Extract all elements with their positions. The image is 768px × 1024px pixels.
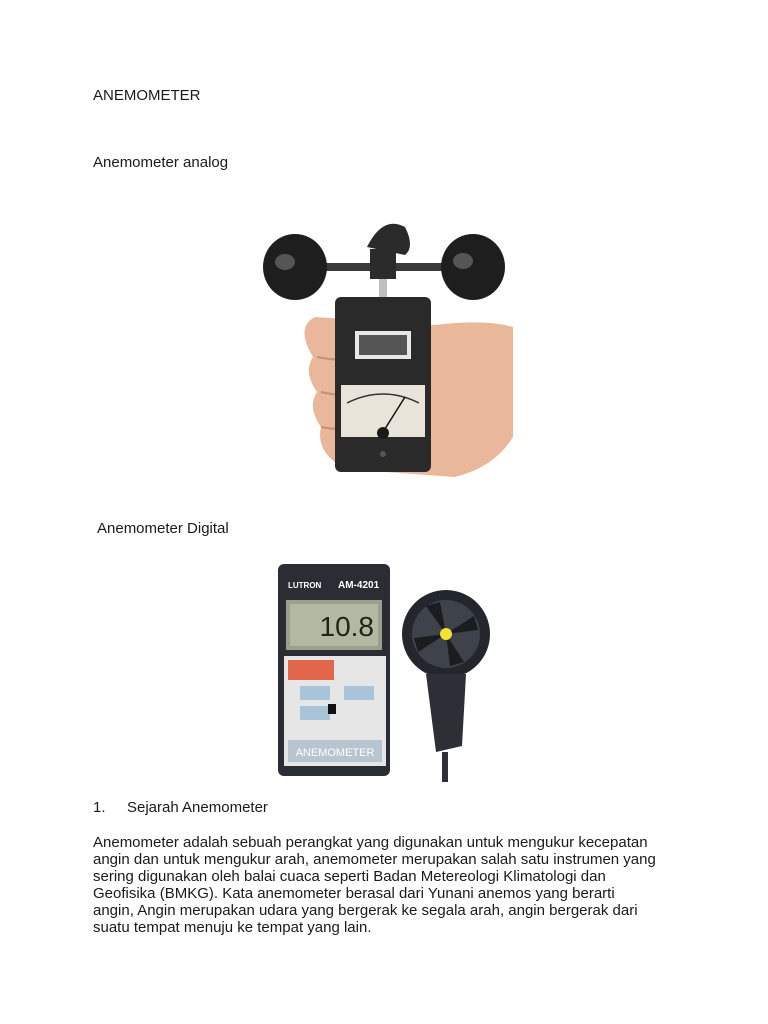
history-paragraph <box>93 834 693 936</box>
paragraph-line: sering digunakan oleh balai cuaca seperti Badan Metereologi Klimatologi dan <box>93 868 606 885</box>
device-panel-label: ANEMOMETER <box>295 747 375 759</box>
section-heading <box>93 799 268 816</box>
analog-heading: Anemometer analog <box>93 154 229 171</box>
section-number: 1. <box>93 799 106 816</box>
paragraph-line: angin dan untuk mengukur arah, anemometer merupakan salah satu instrumen yang <box>93 851 656 868</box>
display-value: 10.8 <box>319 611 374 642</box>
paragraph-line: suatu tempat menuju ke tempat yang lain. <box>93 919 372 936</box>
device-brand: LUTRON <box>288 581 322 590</box>
analog-anemometer-image <box>255 207 517 489</box>
digital-heading: Anemometer Digital <box>97 520 229 537</box>
section-label: Sejarah Anemometer <box>127 799 268 816</box>
document-title: ANEMOMETER <box>93 87 201 104</box>
paragraph-line: angin, Angin merupakan udara yang bergerak ke segala arah, angin bergerak dari <box>93 902 638 919</box>
paragraph-line: Anemometer adalah sebuah perangkat yang digunakan untuk mengukur kecepatan <box>93 834 648 851</box>
device-model: AM-4201 <box>338 580 380 591</box>
digital-anemometer-image <box>276 556 504 784</box>
paragraph-line: Geofisika (BMKG). Kata anemometer berasal dari Yunani anemos yang berarti <box>93 885 615 902</box>
